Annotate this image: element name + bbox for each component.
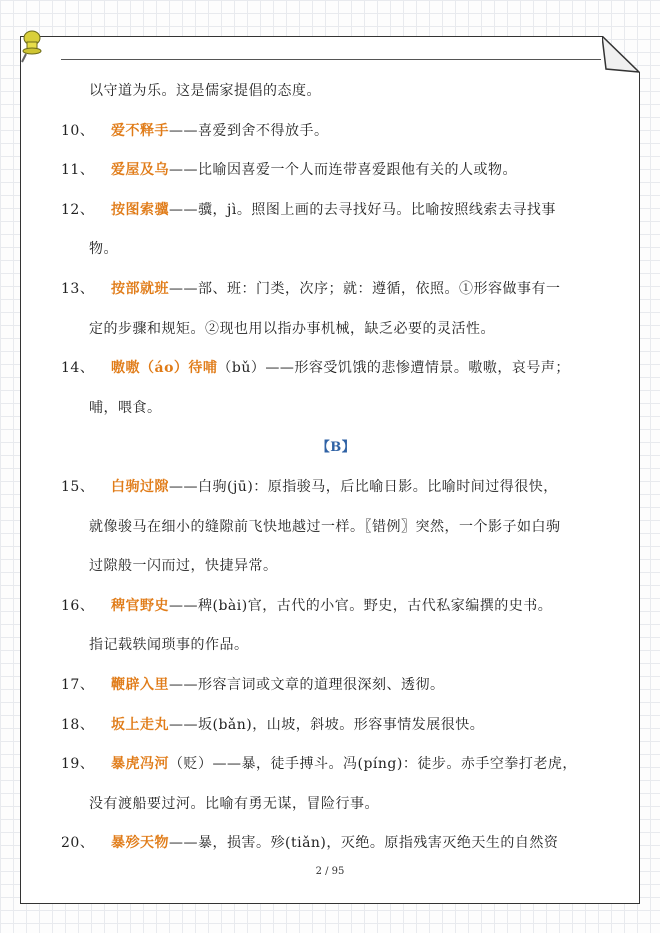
entry-13 <box>61 270 611 310</box>
entry-definition: ——形容言词或文章的道理很深刻、透彻。 <box>169 676 445 693</box>
entry-15 <box>61 468 611 508</box>
entry-term: 爱屋及乌 <box>111 162 169 179</box>
entry-term: 鞭辟入里 <box>111 676 169 693</box>
entry-continuation: 物。 <box>89 241 118 258</box>
entry-continuation: 哺，喂食。 <box>89 399 162 416</box>
section-heading-b: 【B】 <box>316 440 356 456</box>
entry-19 <box>61 745 611 785</box>
entry-20 <box>61 824 611 864</box>
entry-term: 嗷嗷（áo）待哺 <box>111 360 218 377</box>
entry-definition: ——喜爱到舍不得放手。 <box>169 122 329 139</box>
entry-continuation: 指记载轶闻琐事的作品。 <box>89 637 249 654</box>
entry-14 <box>61 349 611 389</box>
entry-12 <box>61 191 611 231</box>
entry-continuation: 没有渡船要过河。比喻有勇无谋，冒险行事。 <box>89 795 379 812</box>
entry-number: 14、 <box>61 360 95 377</box>
entry-number: 15、 <box>61 478 95 495</box>
entry-definition: ——比喻因喜爱一个人而连带喜爱跟他有关的人或物。 <box>169 162 517 179</box>
page-fold-icon <box>602 36 639 73</box>
entry-number: 12、 <box>61 201 95 218</box>
entry-definition: ——坂(bǎn)，山坡，斜坡。形容事情发展很快。 <box>169 716 485 733</box>
entry-definition: （贬）——暴，徒手搏斗。冯(píng)：徒步。赤手空拳打老虎， <box>169 756 577 773</box>
entry-number: 20、 <box>61 835 95 852</box>
entry-18 <box>61 706 611 746</box>
entry-term: 爱不释手 <box>111 122 169 139</box>
page-number: 2 / 95 <box>315 866 345 877</box>
entry-number: 10、 <box>61 122 95 139</box>
entry-definition: ——稗(bài)官，古代的小官。野史，古代私家编撰的史书。 <box>169 597 553 614</box>
entry-definition: ——白驹(jū)：原指骏马，后比喻日影。比喻时间过得很快， <box>169 478 558 495</box>
entry-number: 18、 <box>61 716 95 733</box>
entry-term: 按图索骥 <box>111 201 169 218</box>
continued-line: 以守道为乐。这是儒家提倡的态度。 <box>89 83 321 99</box>
entry-term: 坂上走丸 <box>111 716 169 733</box>
entry-continuation: 就像骏马在细小的缝隙前飞快地越过一样。〖错例〗突然，一个影子如白驹 <box>89 518 561 535</box>
entry-17 <box>61 666 611 706</box>
glossary-content <box>61 72 611 864</box>
entry-term: 按部就班 <box>111 280 169 297</box>
entry-definition: ——部、班：门类，次序；就：遵循，依照。①形容做事有一 <box>169 280 561 297</box>
entry-11 <box>61 151 611 191</box>
pushpin-icon <box>18 28 48 64</box>
entry-number: 19、 <box>61 756 95 773</box>
entry-definition: （bǔ）——形容受饥饿的悲惨遭情景。嗷嗷，哀号声； <box>217 360 570 377</box>
entry-number: 16、 <box>61 597 95 614</box>
entry-definition: ——暴，损害。殄(tiǎn)，灭绝。原指残害灭绝天生的自然资 <box>169 835 559 852</box>
entry-term: 稗官野史 <box>111 597 169 614</box>
entry-term: 暴殄天物 <box>111 835 169 852</box>
header-rule <box>61 59 601 60</box>
entry-16 <box>61 587 611 627</box>
entry-10 <box>61 112 611 152</box>
entry-number: 13、 <box>61 280 95 297</box>
entry-number: 17、 <box>61 676 95 693</box>
entry-definition: ——骥，jì。照图上画的去寻找好马。比喻按照线索去寻找事 <box>169 201 556 218</box>
entry-term: 暴虎冯河 <box>111 756 169 773</box>
entry-continuation: 定的步骤和规矩。②现也用以指办事机械，缺乏必要的灵活性。 <box>89 320 495 337</box>
entry-term: 白驹过隙 <box>111 478 169 495</box>
entry-continuation: 过隙般一闪而过，快捷异常。 <box>89 558 278 575</box>
entry-number: 11、 <box>61 162 95 179</box>
